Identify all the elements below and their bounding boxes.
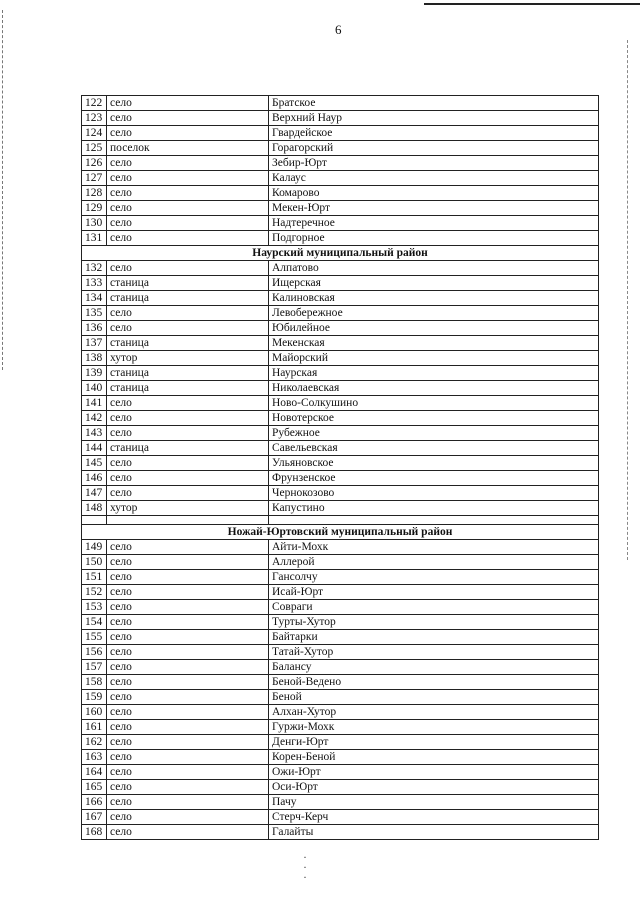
- settlement-name-cell: Надтеречное: [269, 216, 599, 231]
- table-row: [82, 765, 599, 780]
- row-number-cell: 152: [82, 585, 107, 600]
- settlement-name-cell: Оси-Юрт: [269, 780, 599, 795]
- row-number-cell: 128: [82, 186, 107, 201]
- settlement-name-cell: Гуржи-Мохк: [269, 720, 599, 735]
- table-row: [82, 705, 599, 720]
- settlement-type-cell: село: [107, 705, 269, 720]
- row-number-cell: 160: [82, 705, 107, 720]
- settlement-name-cell: Мекен-Юрт: [269, 201, 599, 216]
- settlements-table: [81, 95, 599, 840]
- table-row: [82, 600, 599, 615]
- section-nozhai: [82, 525, 599, 540]
- table-row: [82, 630, 599, 645]
- settlement-type-cell: село: [107, 306, 269, 321]
- settlement-name-cell: Братское: [269, 96, 599, 111]
- settlement-type-cell: село: [107, 471, 269, 486]
- table-row: [82, 645, 599, 660]
- row-number-cell: 165: [82, 780, 107, 795]
- settlement-name-cell: Зебир-Юрт: [269, 156, 599, 171]
- row-number-cell: 148: [82, 501, 107, 516]
- settlement-name-cell: Гвардейское: [269, 126, 599, 141]
- table-row: [82, 306, 599, 321]
- table-row: [82, 675, 599, 690]
- row-number-cell: 136: [82, 321, 107, 336]
- settlement-name-cell: Балансу: [269, 660, 599, 675]
- settlement-type-cell: село: [107, 645, 269, 660]
- blank-cell: [82, 516, 107, 525]
- row-number-cell: 138: [82, 351, 107, 366]
- row-number-cell: 131: [82, 231, 107, 246]
- settlement-name-cell: Капустино: [269, 501, 599, 516]
- row-number-cell: 162: [82, 735, 107, 750]
- row-number-cell: 135: [82, 306, 107, 321]
- settlement-type-cell: село: [107, 540, 269, 555]
- settlement-name-cell: Беной-Ведено: [269, 675, 599, 690]
- settlement-name-cell: Алхан-Хутор: [269, 705, 599, 720]
- row-number-cell: 134: [82, 291, 107, 306]
- row-number-cell: 133: [82, 276, 107, 291]
- settlement-name-cell: Левобережное: [269, 306, 599, 321]
- table-row: [82, 111, 599, 126]
- table-row: [82, 396, 599, 411]
- row-number-cell: 140: [82, 381, 107, 396]
- table-row: [82, 216, 599, 231]
- table-row: [82, 96, 599, 111]
- settlement-name-cell: Корен-Беной: [269, 750, 599, 765]
- settlement-type-cell: село: [107, 426, 269, 441]
- settlement-type-cell: село: [107, 216, 269, 231]
- settlement-type-cell: село: [107, 810, 269, 825]
- settlement-name-cell: Исай-Юрт: [269, 585, 599, 600]
- settlement-type-cell: село: [107, 111, 269, 126]
- row-number-cell: 149: [82, 540, 107, 555]
- row-number-cell: 158: [82, 675, 107, 690]
- settlement-name-cell: Стерч-Керч: [269, 810, 599, 825]
- settlement-type-cell: село: [107, 825, 269, 840]
- row-number-cell: 126: [82, 156, 107, 171]
- table-row: [82, 780, 599, 795]
- settlement-type-cell: станица: [107, 381, 269, 396]
- table-row: [82, 795, 599, 810]
- section-heading-naur: Наурский муниципальный район: [82, 246, 599, 261]
- row-number-cell: 132: [82, 261, 107, 276]
- table-row: [82, 336, 599, 351]
- settlement-type-cell: станица: [107, 336, 269, 351]
- row-number-cell: 127: [82, 171, 107, 186]
- settlement-name-cell: Денги-Юрт: [269, 735, 599, 750]
- settlement-name-cell: Мекенская: [269, 336, 599, 351]
- settlement-type-cell: село: [107, 735, 269, 750]
- table-row: [82, 540, 599, 555]
- blank-row: [82, 516, 599, 525]
- table-row: [82, 660, 599, 675]
- settlement-name-cell: Аллерой: [269, 555, 599, 570]
- scan-artifact-left: [2, 10, 6, 370]
- row-number-cell: 151: [82, 570, 107, 585]
- row-number-cell: 157: [82, 660, 107, 675]
- settlement-type-cell: село: [107, 660, 269, 675]
- table-row: [82, 615, 599, 630]
- table-row: [82, 456, 599, 471]
- table-row: [82, 810, 599, 825]
- row-number-cell: 139: [82, 366, 107, 381]
- table-row: [82, 426, 599, 441]
- settlements-group-2: [82, 261, 599, 516]
- row-number-cell: 150: [82, 555, 107, 570]
- blank-cell: [107, 516, 269, 525]
- settlement-type-cell: село: [107, 720, 269, 735]
- settlement-name-cell: Наурская: [269, 366, 599, 381]
- settlement-name-cell: Ищерская: [269, 276, 599, 291]
- settlement-name-cell: Савельевская: [269, 441, 599, 456]
- table-row: [82, 321, 599, 336]
- table-row: [82, 555, 599, 570]
- row-number-cell: 137: [82, 336, 107, 351]
- settlement-name-cell: Алпатово: [269, 261, 599, 276]
- row-number-cell: 167: [82, 810, 107, 825]
- settlement-name-cell: Калаус: [269, 171, 599, 186]
- settlement-type-cell: село: [107, 186, 269, 201]
- settlement-name-cell: Ожи-Юрт: [269, 765, 599, 780]
- settlement-type-cell: село: [107, 570, 269, 585]
- row-number-cell: 147: [82, 486, 107, 501]
- row-number-cell: 142: [82, 411, 107, 426]
- scan-artifact-right: [627, 40, 631, 560]
- settlement-name-cell: Рубежное: [269, 426, 599, 441]
- settlement-type-cell: станица: [107, 441, 269, 456]
- settlement-type-cell: село: [107, 600, 269, 615]
- table-row: [82, 156, 599, 171]
- table-row: [82, 366, 599, 381]
- settlement-type-cell: поселок: [107, 141, 269, 156]
- table-row: [82, 441, 599, 456]
- settlements-group-1: [82, 96, 599, 246]
- settlement-type-cell: село: [107, 321, 269, 336]
- settlement-name-cell: Пачу: [269, 795, 599, 810]
- table-row: [82, 585, 599, 600]
- row-number-cell: 159: [82, 690, 107, 705]
- table-row: [82, 261, 599, 276]
- settlement-type-cell: село: [107, 456, 269, 471]
- row-number-cell: 166: [82, 795, 107, 810]
- row-number-cell: 168: [82, 825, 107, 840]
- section-heading-row: [82, 525, 599, 540]
- settlement-type-cell: хутор: [107, 501, 269, 516]
- row-number-cell: 141: [82, 396, 107, 411]
- settlement-type-cell: село: [107, 585, 269, 600]
- table-row: [82, 141, 599, 156]
- row-number-cell: 154: [82, 615, 107, 630]
- page-number: 6: [335, 22, 342, 37]
- table-row: [82, 276, 599, 291]
- row-number-cell: 143: [82, 426, 107, 441]
- settlement-name-cell: Турты-Хутор: [269, 615, 599, 630]
- settlement-name-cell: Горагорский: [269, 141, 599, 156]
- row-number-cell: 146: [82, 471, 107, 486]
- row-number-cell: 144: [82, 441, 107, 456]
- section-heading-nozhai: Ножай-Юртовский муниципальный район: [82, 525, 599, 540]
- table-row: [82, 411, 599, 426]
- settlement-type-cell: село: [107, 675, 269, 690]
- table-row: [82, 201, 599, 216]
- settlement-type-cell: село: [107, 231, 269, 246]
- table-row: [82, 501, 599, 516]
- table-row: [82, 471, 599, 486]
- section-naur: [82, 246, 599, 261]
- settlement-name-cell: Подгорное: [269, 231, 599, 246]
- settlement-name-cell: Комарово: [269, 186, 599, 201]
- settlement-type-cell: село: [107, 126, 269, 141]
- settlement-type-cell: село: [107, 615, 269, 630]
- row-number-cell: 161: [82, 720, 107, 735]
- settlement-name-cell: Новотерское: [269, 411, 599, 426]
- row-number-cell: 125: [82, 141, 107, 156]
- settlement-type-cell: село: [107, 411, 269, 426]
- settlement-name-cell: Калиновская: [269, 291, 599, 306]
- row-number-cell: 124: [82, 126, 107, 141]
- settlement-type-cell: село: [107, 156, 269, 171]
- settlement-type-cell: село: [107, 171, 269, 186]
- row-number-cell: 145: [82, 456, 107, 471]
- table-row: [82, 351, 599, 366]
- settlement-name-cell: Ново-Солкушино: [269, 396, 599, 411]
- settlement-name-cell: Беной: [269, 690, 599, 705]
- table-row: [82, 126, 599, 141]
- table-row: [82, 486, 599, 501]
- settlement-type-cell: станица: [107, 366, 269, 381]
- table-row: [82, 720, 599, 735]
- settlement-type-cell: село: [107, 96, 269, 111]
- table-row: [82, 291, 599, 306]
- settlement-name-cell: Татай-Хутор: [269, 645, 599, 660]
- table-row: [82, 735, 599, 750]
- blank-separator: [82, 516, 599, 525]
- table-row: [82, 690, 599, 705]
- blank-cell: [269, 516, 599, 525]
- table-row: [82, 231, 599, 246]
- settlement-type-cell: хутор: [107, 351, 269, 366]
- row-number-cell: 153: [82, 600, 107, 615]
- table-row: [82, 186, 599, 201]
- table-row: [82, 171, 599, 186]
- table-row: [82, 381, 599, 396]
- settlement-type-cell: село: [107, 750, 269, 765]
- settlement-name-cell: Майорский: [269, 351, 599, 366]
- settlement-type-cell: село: [107, 630, 269, 645]
- row-number-cell: 164: [82, 765, 107, 780]
- settlement-name-cell: Николаевская: [269, 381, 599, 396]
- settlement-type-cell: село: [107, 780, 269, 795]
- settlement-type-cell: станица: [107, 291, 269, 306]
- settlement-type-cell: село: [107, 396, 269, 411]
- settlement-type-cell: село: [107, 486, 269, 501]
- settlement-type-cell: село: [107, 765, 269, 780]
- table-row: [82, 750, 599, 765]
- settlement-name-cell: Айти-Мохк: [269, 540, 599, 555]
- settlement-type-cell: село: [107, 555, 269, 570]
- settlement-name-cell: Ульяновское: [269, 456, 599, 471]
- row-number-cell: 163: [82, 750, 107, 765]
- settlement-name-cell: Байтарки: [269, 630, 599, 645]
- row-number-cell: 129: [82, 201, 107, 216]
- row-number-cell: 155: [82, 630, 107, 645]
- settlement-name-cell: Фрунзенское: [269, 471, 599, 486]
- table-row: [82, 570, 599, 585]
- settlement-name-cell: Галайты: [269, 825, 599, 840]
- row-number-cell: 123: [82, 111, 107, 126]
- settlement-type-cell: село: [107, 795, 269, 810]
- row-number-cell: 130: [82, 216, 107, 231]
- section-heading-row: [82, 246, 599, 261]
- settlement-type-cell: село: [107, 261, 269, 276]
- settlement-type-cell: село: [107, 690, 269, 705]
- settlements-group-3: [82, 540, 599, 840]
- row-number-cell: 156: [82, 645, 107, 660]
- settlement-name-cell: Юбилейное: [269, 321, 599, 336]
- settlement-name-cell: Гансолчу: [269, 570, 599, 585]
- settlement-name-cell: Совраги: [269, 600, 599, 615]
- row-number-cell: 122: [82, 96, 107, 111]
- footer-dots: · · ·: [303, 850, 307, 884]
- settlement-name-cell: Верхний Наур: [269, 111, 599, 126]
- top-rule: [424, 3, 640, 5]
- settlement-name-cell: Чернокозово: [269, 486, 599, 501]
- settlement-type-cell: станица: [107, 276, 269, 291]
- table-row: [82, 825, 599, 840]
- settlement-type-cell: село: [107, 201, 269, 216]
